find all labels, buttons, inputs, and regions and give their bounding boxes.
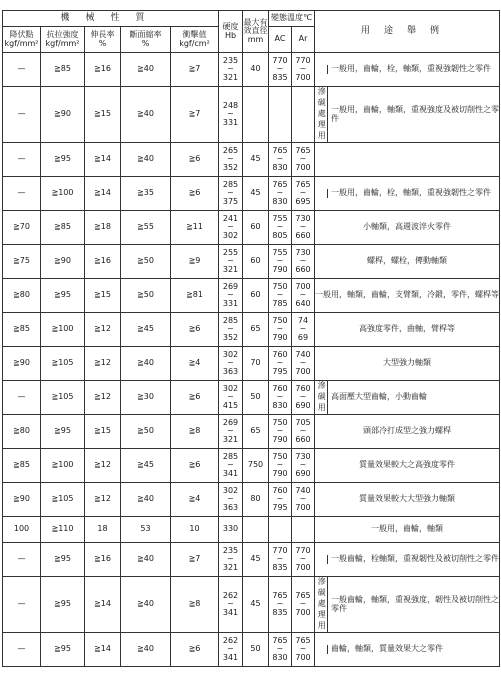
elongation-cell: ≧12	[85, 381, 121, 415]
ac-cell	[269, 517, 292, 543]
use-text: 一般用，軸類，齒輪，支臂類，冷鍛，零件，螺桿等	[315, 290, 500, 300]
elongation-cell: ≧14	[85, 177, 121, 211]
elongation-cell: ≧12	[85, 449, 121, 483]
hardness-cell: 262 ~ 341	[219, 577, 243, 633]
use-cell	[315, 279, 500, 313]
ac-cell: 760 ~ 830	[269, 381, 292, 415]
yield-cell: ≧70	[3, 211, 41, 245]
elongation-cell: ≧14	[85, 633, 121, 667]
use-cell	[315, 313, 500, 347]
ar-cell: 765 ~ 700	[292, 577, 315, 633]
ar-cell: 760 ~ 690	[292, 381, 315, 415]
use-cell	[315, 543, 500, 577]
impact-cell: ≧6	[171, 313, 219, 347]
use-cell	[315, 347, 500, 381]
tensile-cell: ≧90	[41, 245, 85, 279]
max-diameter-cell: 45	[243, 177, 269, 211]
max-diameter-cell: 65	[243, 313, 269, 347]
ac-cell: 755 ~ 805	[269, 211, 292, 245]
elongation-cell: ≧12	[85, 483, 121, 517]
reduction-cell: ≧40	[121, 633, 171, 667]
use-text: 螺桿，螺栓，傳動軸類	[367, 256, 448, 266]
elongation-cell: ≧12	[85, 313, 121, 347]
use-text: 一般用，齒輪，軸類，重視強度及被切削性之零件	[331, 105, 500, 123]
yield-cell: —	[3, 143, 41, 177]
tensile-cell: ≧85	[41, 211, 85, 245]
ac-header: AC	[269, 27, 292, 53]
tensile-cell: ≧85	[41, 53, 85, 87]
reduction-cell: ≧40	[121, 143, 171, 177]
tensile-cell: ≧95	[41, 577, 85, 633]
elongation-cell: ≧15	[85, 279, 121, 313]
max-diameter-cell: 60	[243, 245, 269, 279]
max-diameter-cell: 50	[243, 633, 269, 667]
max-diameter-cell: 50	[243, 381, 269, 415]
ac-cell: 750 ~ 785	[269, 279, 292, 313]
use-text: 一般用，齒輪，栓，軸類，重視強韌性之零件	[331, 64, 492, 74]
use-cell	[315, 517, 500, 543]
yield-cell: —	[3, 177, 41, 211]
impact-header: 衝擊值 kgf/cm²	[171, 27, 219, 53]
use-text: 一般用，齒輪，栓，軸類，重視強韌性之零件	[331, 188, 492, 198]
impact-cell: ≧7	[171, 53, 219, 87]
use-cell	[315, 143, 500, 177]
impact-cell: ≧6	[171, 143, 219, 177]
use-cell	[315, 577, 500, 633]
use-text: 小軸類，高週波淬火零件	[363, 222, 452, 232]
reduction-cell: ≧35	[121, 177, 171, 211]
tensile-header: 抗拉強度 kgf/mm²	[41, 27, 85, 53]
impact-cell: ≧7	[171, 543, 219, 577]
ar-cell: 730 ~ 690	[292, 449, 315, 483]
max-diameter-cell: 60	[243, 211, 269, 245]
reduction-cell: ≧40	[121, 347, 171, 381]
ar-cell: 740 ~ 700	[292, 347, 315, 381]
impact-cell: ≧6	[171, 381, 219, 415]
tensile-cell: ≧95	[41, 543, 85, 577]
table-row	[3, 177, 500, 211]
elongation-cell: ≧15	[85, 87, 121, 143]
ac-cell: 750 ~ 790	[269, 449, 292, 483]
hardness-cell: 285 ~ 341	[219, 449, 243, 483]
hardness-cell: 262 ~ 341	[219, 633, 243, 667]
table-row	[3, 449, 500, 483]
ac-cell: 760 ~ 795	[269, 347, 292, 381]
max-diameter-cell: 70	[243, 347, 269, 381]
use-text: 頭部冷打成型之強力螺桿	[363, 426, 452, 436]
use-text: 大型強力軸類	[383, 358, 432, 368]
reduction-cell: ≧40	[121, 577, 171, 633]
ar-cell: 765 ~ 700	[292, 143, 315, 177]
table-row	[3, 245, 500, 279]
use-cell	[315, 381, 500, 415]
impact-cell: ≧8	[171, 577, 219, 633]
tensile-cell: ≧105	[41, 381, 85, 415]
max-diameter-cell: 40	[243, 53, 269, 87]
tensile-cell: ≧95	[41, 143, 85, 177]
yield-cell: —	[3, 543, 41, 577]
impact-cell: ≧6	[171, 177, 219, 211]
yield-cell: ≧85	[3, 313, 41, 347]
table-row	[3, 415, 500, 449]
max-diameter-cell: 65	[243, 415, 269, 449]
ar-cell: 770 ~ 700	[292, 53, 315, 87]
hardness-cell: 285 ~ 352	[219, 313, 243, 347]
reduction-cell: ≧50	[121, 279, 171, 313]
reduction-cell: ≧40	[121, 87, 171, 143]
elongation-cell: ≧16	[85, 543, 121, 577]
table-row	[3, 381, 500, 415]
yield-cell: ≧90	[3, 483, 41, 517]
impact-cell: ≧11	[171, 211, 219, 245]
table-row	[3, 211, 500, 245]
elongation-cell: ≧15	[85, 415, 121, 449]
elongation-cell: ≧18	[85, 211, 121, 245]
hardness-cell: 302 ~ 363	[219, 483, 243, 517]
reduction-cell: ≧45	[121, 449, 171, 483]
use-cell	[315, 53, 500, 87]
yield-cell: ≧90	[3, 347, 41, 381]
impact-cell: ≧8	[171, 415, 219, 449]
tensile-cell: ≧95	[41, 415, 85, 449]
max-diameter-cell: 80	[243, 483, 269, 517]
process-label: 滲碳處理用	[317, 87, 327, 142]
yield-cell: —	[3, 633, 41, 667]
ar-cell	[292, 87, 315, 143]
tensile-cell: ≧100	[41, 449, 85, 483]
ar-cell: 770 ~ 700	[292, 543, 315, 577]
use-cell	[315, 87, 500, 143]
hardness-cell: 255 ~ 321	[219, 245, 243, 279]
use-cell	[315, 245, 500, 279]
reduction-cell: ≧40	[121, 543, 171, 577]
impact-cell: ≧4	[171, 347, 219, 381]
tensile-cell: ≧90	[41, 87, 85, 143]
tensile-cell: ≧105	[41, 483, 85, 517]
elongation-cell: 18	[85, 517, 121, 543]
max-diameter-cell: 45	[243, 543, 269, 577]
transform-temp-header: 變態溫度℃	[269, 11, 315, 27]
reduction-cell: ≧45	[121, 313, 171, 347]
ar-cell: 700 ~ 640	[292, 279, 315, 313]
reduction-cell: ≧30	[121, 381, 171, 415]
max-diameter-header: 最大有效直徑 mm	[243, 11, 269, 53]
table-row	[3, 633, 500, 667]
max-diameter-cell: 45	[243, 577, 269, 633]
elongation-header: 伸長率 %	[85, 27, 121, 53]
yield-header: 降伏點 kgf/mm²	[3, 27, 41, 53]
elongation-cell: ≧14	[85, 143, 121, 177]
reduction-cell: ≧50	[121, 245, 171, 279]
elongation-cell: ≧14	[85, 577, 121, 633]
ac-cell: 765 ~ 830	[269, 143, 292, 177]
tensile-cell: ≧95	[41, 633, 85, 667]
table-row	[3, 517, 500, 543]
ar-cell	[292, 517, 315, 543]
impact-cell: ≧7	[171, 87, 219, 143]
impact-cell: 10	[171, 517, 219, 543]
table-row	[3, 483, 500, 517]
reduction-cell: 53	[121, 517, 171, 543]
yield-cell: —	[3, 87, 41, 143]
ar-cell: 730 ~ 660	[292, 211, 315, 245]
ac-cell: 770 ~ 835	[269, 53, 292, 87]
impact-cell: ≧81	[171, 279, 219, 313]
hardness-cell: 302 ~ 363	[219, 347, 243, 381]
ac-cell: 750 ~ 790	[269, 415, 292, 449]
impact-cell: ≧9	[171, 245, 219, 279]
reduction-header: 斷面縮率 %	[121, 27, 171, 53]
hardness-cell: 235 ~ 321	[219, 543, 243, 577]
table-row	[3, 87, 500, 143]
table-row	[3, 313, 500, 347]
use-cell	[315, 483, 500, 517]
impact-cell: ≧6	[171, 633, 219, 667]
table-row	[3, 543, 500, 577]
ac-cell	[269, 87, 292, 143]
use-text: 一般齒輪，栓軸類，重視韌性及被切削性之零件	[331, 554, 500, 564]
elongation-cell: ≧16	[85, 245, 121, 279]
table-row	[3, 347, 500, 381]
hardness-cell: 269 ~ 331	[219, 279, 243, 313]
yield-cell: —	[3, 53, 41, 87]
max-diameter-cell: 750	[243, 449, 269, 483]
reduction-cell: ≧50	[121, 415, 171, 449]
ar-cell: 765 ~ 695	[292, 177, 315, 211]
ar-cell: 740 ~ 700	[292, 483, 315, 517]
use-text: 齒輪，軸類，質量效果大之零件	[331, 644, 444, 654]
table-body	[3, 53, 500, 667]
ac-cell: 765 ~ 830	[269, 633, 292, 667]
ar-header: Ar	[292, 27, 315, 53]
max-diameter-cell	[243, 87, 269, 143]
table-row	[3, 279, 500, 313]
max-diameter-cell	[243, 517, 269, 543]
yield-cell: ≧75	[3, 245, 41, 279]
ar-cell: 705 ~ 660	[292, 415, 315, 449]
ac-cell: 755 ~ 790	[269, 245, 292, 279]
hardness-cell: 265 ~ 352	[219, 143, 243, 177]
ar-cell: 74 ~ 69	[292, 313, 315, 347]
yield-cell: ≧85	[3, 449, 41, 483]
yield-cell: 100	[3, 517, 41, 543]
yield-cell: —	[3, 577, 41, 633]
reduction-cell: ≧40	[121, 53, 171, 87]
ar-cell: 765 ~ 700	[292, 633, 315, 667]
impact-cell: ≧4	[171, 483, 219, 517]
use-cell	[315, 177, 500, 211]
ac-cell: 765 ~ 830	[269, 177, 292, 211]
table-row	[3, 53, 500, 87]
use-text: 質量效果較大之高強度零件	[359, 460, 456, 470]
hardness-cell: 269 ~ 321	[219, 415, 243, 449]
tensile-cell: ≧105	[41, 347, 85, 381]
table-row	[3, 577, 500, 633]
impact-cell: ≧6	[171, 449, 219, 483]
ac-cell: 760 ~ 795	[269, 483, 292, 517]
use-cell	[315, 415, 500, 449]
use-cell	[315, 211, 500, 245]
elongation-cell: ≧12	[85, 347, 121, 381]
ac-cell: 770 ~ 835	[269, 543, 292, 577]
use-cell	[315, 633, 500, 667]
ar-cell: 730 ~ 660	[292, 245, 315, 279]
uses-header: 用途舉例	[315, 11, 500, 53]
tensile-cell: ≧110	[41, 517, 85, 543]
hardness-header: 硬度 Hb	[219, 11, 243, 53]
reduction-cell: ≧55	[121, 211, 171, 245]
max-diameter-cell: 45	[243, 143, 269, 177]
ac-cell: 765 ~ 835	[269, 577, 292, 633]
tensile-cell: ≧95	[41, 279, 85, 313]
tensile-cell: ≧100	[41, 313, 85, 347]
hardness-cell: 235 ~ 321	[219, 53, 243, 87]
hardness-cell: 241 ~ 302	[219, 211, 243, 245]
hardness-cell: 285 ~ 375	[219, 177, 243, 211]
tensile-cell: ≧100	[41, 177, 85, 211]
mech-props-header: 機械性質	[3, 11, 219, 27]
elongation-cell: ≧16	[85, 53, 121, 87]
reduction-cell: ≧40	[121, 483, 171, 517]
use-text: 一般齒輪，軸類，重視強度，韌性及被切削性之零件	[331, 595, 500, 613]
hardness-cell: 248 ~ 331	[219, 87, 243, 143]
yield-cell: —	[3, 381, 41, 415]
steel-properties-table	[2, 10, 500, 667]
hardness-cell: 302 ~ 415	[219, 381, 243, 415]
process-label: 滲碳用	[317, 381, 327, 414]
ac-cell: 750 ~ 790	[269, 313, 292, 347]
use-cell	[315, 449, 500, 483]
yield-cell: ≧80	[3, 415, 41, 449]
hardness-cell: 330	[219, 517, 243, 543]
use-text: 質量效果較大大型強力軸類	[359, 494, 456, 504]
use-text: 高強度零件，曲軸，臂桿等	[359, 324, 456, 334]
max-diameter-cell: 60	[243, 279, 269, 313]
yield-cell: ≧80	[3, 279, 41, 313]
process-label: 滲碳處理用	[317, 577, 327, 632]
table-row	[3, 143, 500, 177]
use-text: 高面壓大型齒輪，小動齒輪	[331, 392, 428, 402]
use-text: 一般用，齒輪，軸類	[371, 524, 444, 534]
